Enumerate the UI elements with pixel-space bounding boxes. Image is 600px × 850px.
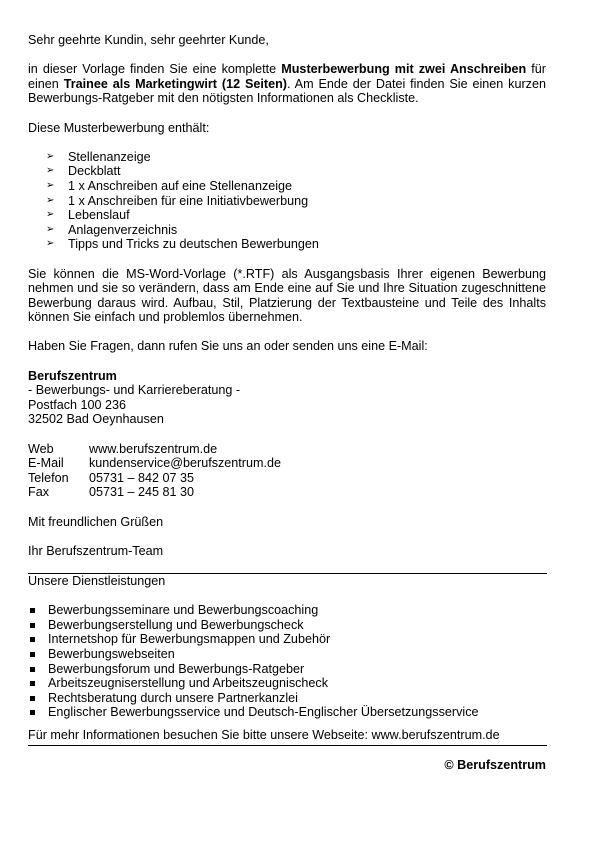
services-heading: Unsere Dienstleistungen: [28, 573, 166, 588]
company-po-box: Postfach 100 236: [28, 397, 127, 412]
contents-item-label: 1 x Anschreiben für eine Initiativbewerbung: [68, 193, 309, 208]
service-list-item: [28, 647, 546, 662]
contact-value: 05731 – 245 81 30: [89, 485, 195, 500]
square-bullet-icon: [30, 637, 35, 642]
services-list: [28, 603, 546, 720]
contact-value: kundenservice@berufszentrum.de: [89, 456, 281, 471]
service-list-item: [28, 691, 546, 706]
service-item-label: Englischer Bewerbungsservice und Deutsch-Englischer Übersetzungsservice: [48, 705, 479, 720]
intro-bold-1: Musterbewerbung mit zwei Anschreiben: [281, 62, 527, 77]
salutation: Sehr geehrte Kundin, sehr geehrter Kunde,: [28, 33, 269, 47]
service-item-label: Bewerbungswebseiten: [48, 646, 175, 661]
square-bullet-icon: [30, 652, 35, 657]
service-item-label: Bewerbungsseminare und Bewerbungscoaching: [48, 603, 319, 618]
contents-list-item: [28, 208, 546, 223]
arrow-bullet-icon: ➢: [46, 238, 55, 250]
square-bullet-icon: [30, 623, 35, 628]
copyright: © Berufszentrum: [444, 757, 546, 772]
contact-value: 05731 – 842 07 35: [89, 470, 195, 485]
intro-bold-2: Trainee als Marketingwirt (12 Seiten): [63, 76, 287, 91]
more-info: Für mehr Informationen besuchen Sie bitte unsere Webseite: www.berufszentrum.de: [28, 727, 500, 742]
contents-list-item: [28, 164, 546, 179]
arrow-bullet-icon: ➢: [46, 209, 55, 221]
contact-row: [28, 471, 281, 486]
arrow-bullet-icon: ➢: [46, 194, 55, 206]
contents-item-label: 1 x Anschreiben auf eine Stellenanzeige: [68, 178, 293, 193]
contact-label: Telefon: [28, 470, 69, 485]
intro-paragraph: [28, 62, 546, 106]
square-bullet-icon: [30, 710, 35, 715]
contents-list-item: [28, 237, 546, 252]
arrow-bullet-icon: ➢: [46, 150, 55, 162]
contact-row: [28, 485, 281, 500]
intro-text-3: . Am Ende der Datei finden Sie einen kurzen Bewerbungs-Ratgeber mit den nötigsten Informationen als Checkliste.: [28, 76, 546, 106]
service-list-item: [28, 662, 546, 677]
questions-paragraph: Haben Sie Fragen, dann rufen Sie uns an oder senden uns eine E-Mail:: [28, 339, 428, 354]
service-list-item: [28, 618, 546, 633]
service-item-label: Internetshop für Bewerbungsmappen und Zubehör: [48, 632, 331, 647]
contact-label: Fax: [28, 485, 49, 500]
signature: Ihr Berufszentrum-Team: [28, 543, 164, 558]
arrow-bullet-icon: ➢: [46, 179, 55, 191]
service-list-item: [28, 705, 546, 720]
contact-value: www.berufszentrum.de: [89, 441, 218, 456]
contents-item-label: Stellenanzeige: [68, 149, 151, 164]
contents-list: [28, 150, 546, 252]
contents-item-label: Deckblatt: [68, 164, 121, 179]
contents-list-item: [28, 194, 546, 209]
contents-item-label: Anlagenverzeichnis: [68, 222, 178, 237]
service-item-label: Arbeitszeugniserstellung und Arbeitszeugnischeck: [48, 676, 329, 691]
document-page: [28, 33, 546, 772]
service-list-item: [28, 676, 546, 691]
contact-label: E-Mail: [28, 456, 64, 471]
contents-list-item: [28, 223, 546, 238]
closing: Mit freundlichen Grüßen: [28, 514, 164, 529]
contact-row: [28, 456, 281, 471]
square-bullet-icon: [30, 696, 35, 701]
service-list-item: [28, 632, 546, 647]
contents-heading: Diese Musterbewerbung enthält:: [28, 120, 210, 135]
arrow-bullet-icon: ➢: [46, 223, 55, 235]
company-city: 32502 Bad Oeynhausen: [28, 412, 164, 427]
square-bullet-icon: [30, 667, 35, 672]
contents-item-label: Tipps und Tricks zu deutschen Bewerbungen: [68, 237, 319, 252]
contents-list-item: [28, 150, 546, 165]
company-name: Berufszentrum: [28, 368, 117, 383]
intro-text-1: in dieser Vorlage finden Sie eine komplette: [28, 62, 282, 77]
contact-row: [28, 442, 281, 457]
company-tagline: - Bewerbungs- und Karriereberatung -: [28, 383, 241, 398]
square-bullet-icon: [30, 608, 35, 613]
service-item-label: Rechtsberatung durch unsere Partnerkanzlei: [48, 690, 298, 705]
contents-item-label: Lebenslauf: [68, 208, 130, 223]
contact-label: Web: [28, 441, 54, 456]
square-bullet-icon: [30, 681, 35, 686]
service-item-label: Bewerbungserstellung und Bewerbungscheck: [48, 617, 304, 632]
contents-list-item: [28, 179, 546, 194]
usage-paragraph: Sie können die MS-Word-Vorlage (*.RTF) als Ausgangsbasis Ihrer eigenen Bewerbung nehmen und sie so verändern, dass am Ende eine auf Sie und Ihre Situation zugeschnittene Bewerbung daraus wird. Aufbau, Stil, Platzierung der Textbausteine und Teile des Inhalts können Sie einfach und problemlos übernehmen.: [28, 266, 546, 325]
arrow-bullet-icon: ➢: [46, 165, 55, 177]
contact-table: [28, 442, 281, 500]
intro-text-2: für einen: [28, 62, 547, 91]
service-item-label: Bewerbungsforum und Bewerbungs-Ratgeber: [48, 661, 305, 676]
service-list-item: [28, 603, 546, 618]
